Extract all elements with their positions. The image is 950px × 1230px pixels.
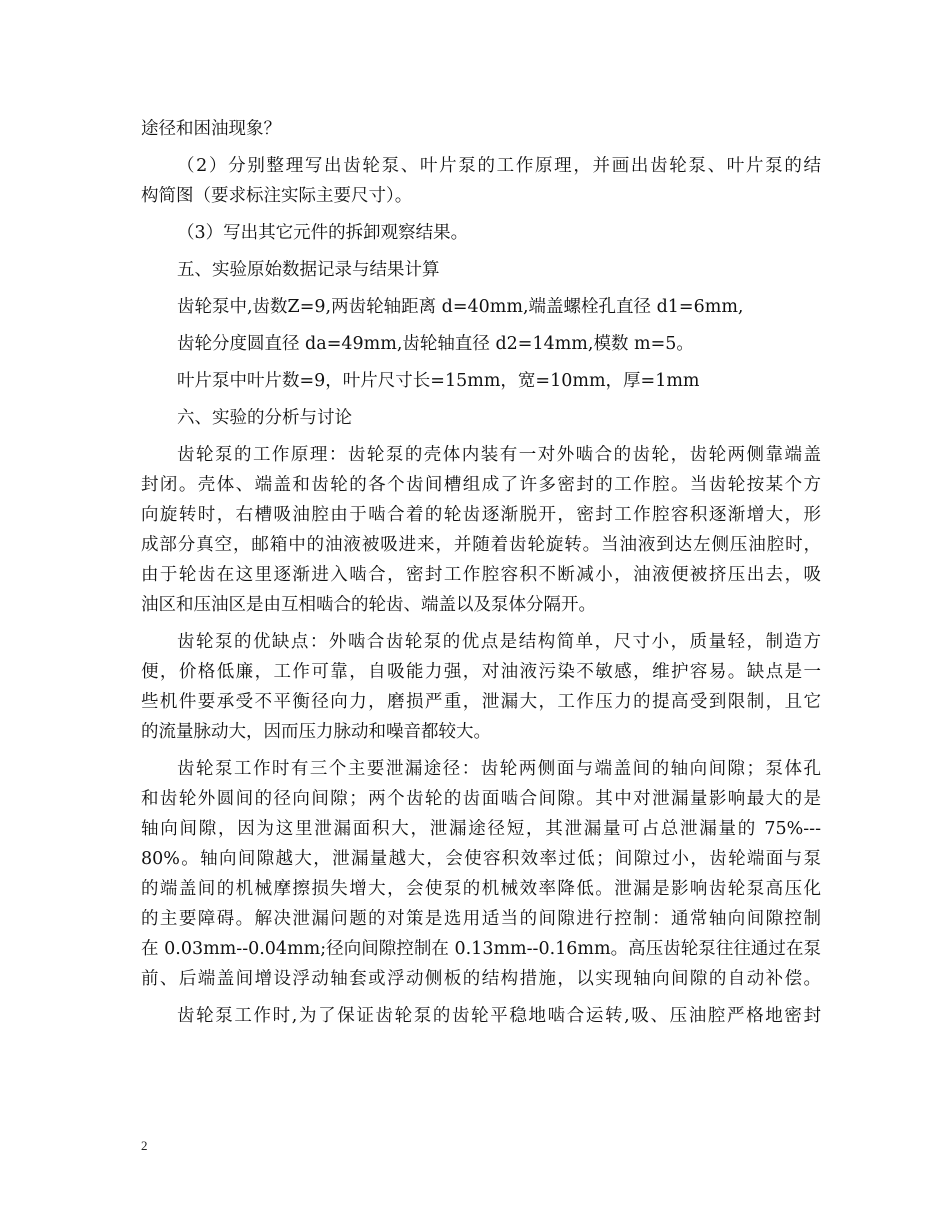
text-line: 的主要障碍。解决泄漏问题的对策是选用适当的间隙进行控制：通常轴向间隙控制 bbox=[141, 909, 821, 929]
page-number: 2 bbox=[141, 1138, 148, 1153]
text-line: 在 0.03mm--0.04mm;径向间隙控制在 0.13mm--0.16mm。高压齿轮泵往往通过在泵 bbox=[141, 939, 821, 959]
text-line: 齿轮泵的工作原理：齿轮泵的壳体内装有一对外啮合的齿轮，齿轮两侧靠端盖 bbox=[177, 445, 821, 465]
text-line: 齿轮泵的优缺点：外啮合齿轮泵的优点是结构简单，尺寸小，质量轻，制造方 bbox=[177, 632, 821, 652]
text-line: 向旋转时，右槽吸油腔由于啮合着的轮齿逐渐脱开，密封工作腔容积逐渐增大，形 bbox=[141, 505, 821, 525]
text-line: 封闭。壳体、端盖和齿轮的各个齿间槽组成了许多密封的工作腔。当齿轮按某个方 bbox=[141, 475, 821, 495]
text-line: 齿轮分度圆直径 da=49mm,齿轮轴直径 d2=14mm,模数 m=5。 bbox=[177, 334, 694, 354]
text-line: 轴向间隙，因为这里泄漏面积大，泄漏途径短，其泄漏量可占总泄漏量的 75%--- bbox=[141, 819, 821, 839]
text-line: 便，价格低廉，工作可靠，自吸能力强，对油液污染不敏感，维护容易。缺点是一 bbox=[141, 662, 821, 682]
text-line: 齿轮泵工作时有三个主要泄漏途径：齿轮两侧面与端盖间的轴向间隙；泵体孔 bbox=[177, 759, 821, 779]
text-line: 成部分真空，邮箱中的油液被吸进来，并随着齿轮旋转。当油液到达左侧压油腔时， bbox=[141, 535, 821, 555]
text-line: 构简图（要求标注实际主要尺寸）。 bbox=[141, 186, 413, 206]
text-line: （3）写出其它元件的拆卸观察结果。 bbox=[177, 223, 469, 243]
text-line: 和齿轮外圆间的径向间隙；两个齿轮的齿面啮合间隙。其中对泄漏量影响最大的是 bbox=[141, 789, 821, 809]
text-line: 些机件要承受不平衡径向力，磨损严重，泄漏大，工作压力的提高受到限制，且它 bbox=[141, 692, 821, 712]
text-line: 齿轮泵工作时,为了保证齿轮泵的齿轮平稳地啮合运转,吸、压油腔严格地密封 bbox=[177, 1006, 821, 1026]
text-line: 齿轮泵中,齿数Z=9,两齿轮轴距离 d=40mm,端盖螺栓孔直径 d1=6mm, bbox=[177, 297, 744, 317]
text-line: 的端盖间的机械摩擦损失增大，会使泵的机械效率降低。泄漏是影响齿轮泵高压化 bbox=[141, 879, 821, 899]
text-line: 由于轮齿在这里逐渐进入啮合，密封工作腔容积不断减小，油液便被挤压出去，吸 bbox=[141, 565, 821, 585]
section-heading: 六、实验的分析与讨论 bbox=[177, 408, 352, 428]
text-line: 途径和困油现象？ bbox=[141, 119, 281, 139]
text-line: 的流量脉动大，因而压力脉动和噪音都较大。 bbox=[141, 722, 491, 742]
page-body bbox=[141, 114, 821, 1031]
text-line: （2）分别整理写出齿轮泵、叶片泵的工作原理，并画出齿轮泵、叶片泵的结 bbox=[177, 156, 821, 176]
text-line: 前、后端盖间增设浮动轴套或浮动侧板的结构措施，以实现轴向间隙的自动补偿。 bbox=[141, 969, 821, 989]
text-line: 油区和压油区是由互相啮合的轮齿、端盖以及泵体分隔开。 bbox=[141, 595, 596, 615]
text-line: 80%。轴向间隙越大，泄漏量越大，会使容积效率过低；间隙过小，齿轮端面与泵 bbox=[141, 849, 821, 869]
text-line: 叶片泵中叶片数=9，叶片尺寸长=15mm，宽=10mm，厚=1mm bbox=[177, 371, 700, 391]
section-heading: 五、实验原始数据记录与结果计算 bbox=[177, 260, 440, 280]
